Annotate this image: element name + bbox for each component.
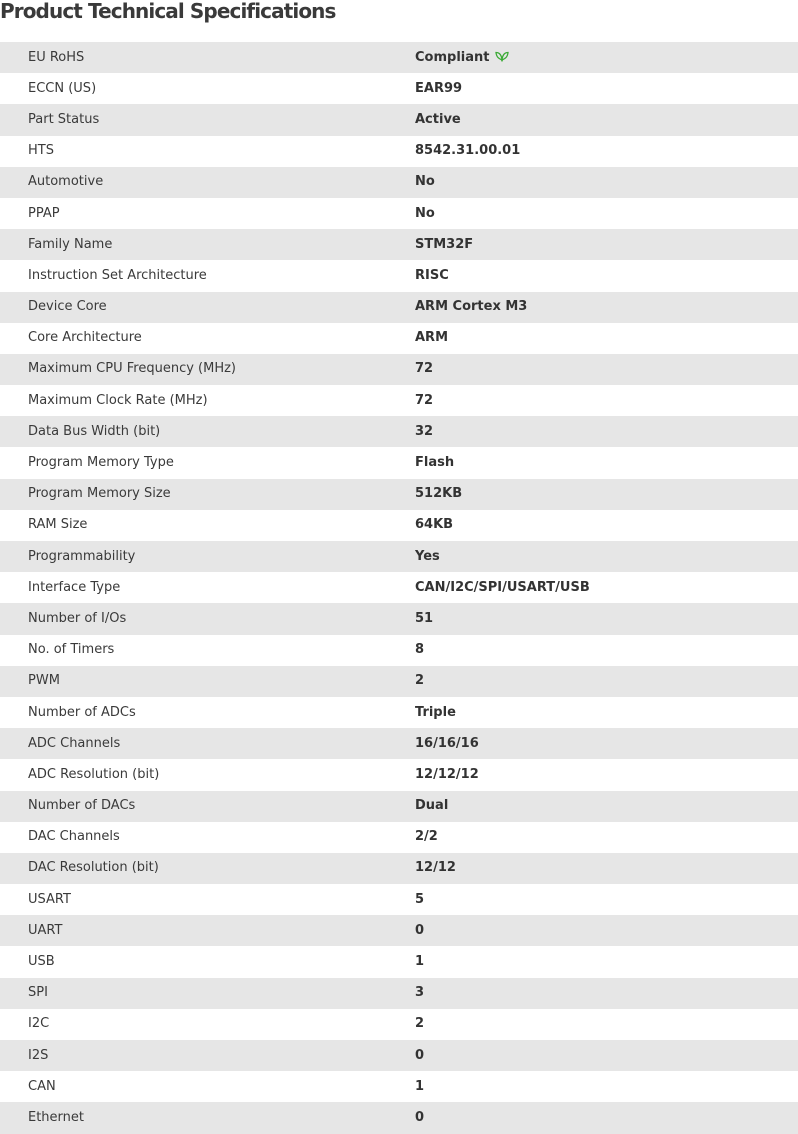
- spec-label: I2C: [28, 1016, 50, 1032]
- table-row: [0, 603, 798, 634]
- table-row: [0, 416, 798, 447]
- spec-value-cell: [415, 666, 798, 697]
- spec-value: Flash: [415, 455, 455, 471]
- spec-value-cell: [415, 728, 798, 759]
- table-row: [0, 198, 798, 229]
- spec-value-cell: [415, 292, 798, 323]
- table-row: [0, 759, 798, 790]
- table-row: [0, 1071, 798, 1102]
- spec-value-cell: [415, 635, 798, 666]
- spec-value: 2: [415, 673, 425, 689]
- spec-value: 72: [415, 361, 434, 377]
- spec-value: Yes: [415, 548, 440, 564]
- spec-value-cell: [415, 73, 798, 104]
- spec-value-cell: [415, 791, 798, 822]
- spec-value-cell: [415, 385, 798, 416]
- spec-label: Maximum Clock Rate (MHz): [28, 392, 208, 408]
- spec-value-cell: [415, 603, 798, 634]
- spec-label: Program Memory Size: [28, 486, 171, 502]
- spec-value: 32: [415, 423, 434, 439]
- spec-label: DAC Channels: [28, 829, 120, 845]
- spec-table: [0, 42, 798, 1134]
- spec-value: 2/2: [415, 829, 438, 845]
- table-row: [0, 354, 798, 385]
- spec-value-cell: [415, 915, 798, 946]
- spec-value-cell: [415, 416, 798, 447]
- table-row: [0, 697, 798, 728]
- spec-value-cell: [415, 572, 798, 603]
- table-row: [0, 447, 798, 478]
- table-row: [0, 978, 798, 1009]
- spec-label: HTS: [28, 143, 54, 159]
- spec-value-cell: [415, 447, 798, 478]
- spec-label: ECCN (US): [28, 80, 97, 96]
- page-title: Product Technical Specifications: [0, 0, 336, 23]
- spec-value: No: [415, 174, 435, 190]
- spec-value-cell: [415, 822, 798, 853]
- spec-label: USART: [28, 891, 71, 907]
- spec-value-cell: [415, 42, 798, 73]
- spec-value-cell: [415, 260, 798, 291]
- spec-label: SPI: [28, 985, 48, 1001]
- spec-label: USB: [28, 954, 55, 970]
- spec-label: No. of Timers: [28, 642, 115, 658]
- table-row: [0, 42, 798, 73]
- spec-value: CAN/I2C/SPI/USART/USB: [415, 579, 590, 595]
- spec-value-cell: [415, 884, 798, 915]
- spec-label: Number of I/Os: [28, 610, 127, 626]
- spec-label: PWM: [28, 673, 60, 689]
- spec-label: Number of ADCs: [28, 704, 136, 720]
- spec-label: PPAP: [28, 205, 60, 221]
- spec-value-cell: [415, 541, 798, 572]
- spec-value: Triple: [415, 704, 456, 720]
- spec-label: Core Architecture: [28, 330, 142, 346]
- spec-label: DAC Resolution (bit): [28, 860, 159, 876]
- spec-value-cell: [415, 479, 798, 510]
- table-row: [0, 1102, 798, 1133]
- spec-label: Instruction Set Architecture: [28, 267, 207, 283]
- spec-value: No: [415, 205, 435, 221]
- spec-value: 8: [415, 642, 425, 658]
- spec-label: Ethernet: [28, 1109, 84, 1125]
- spec-table-body: [0, 42, 798, 1134]
- table-row: [0, 853, 798, 884]
- spec-value: 8542.31.00.01: [415, 143, 521, 159]
- table-row: [0, 104, 798, 135]
- table-row: [0, 136, 798, 167]
- spec-value-cell: [415, 946, 798, 977]
- table-row: [0, 385, 798, 416]
- spec-value: 0: [415, 1047, 425, 1063]
- spec-label: Programmability: [28, 548, 136, 564]
- spec-value-cell: [415, 323, 798, 354]
- spec-value-cell: [415, 1102, 798, 1133]
- table-row: [0, 229, 798, 260]
- spec-value-cell: [415, 104, 798, 135]
- spec-value: 512KB: [415, 486, 463, 502]
- spec-value: 51: [415, 610, 434, 626]
- spec-value: 3: [415, 985, 425, 1001]
- spec-label: Program Memory Type: [28, 455, 174, 471]
- spec-value-cell: [415, 978, 798, 1009]
- table-row: [0, 323, 798, 354]
- spec-label: ADC Resolution (bit): [28, 766, 160, 782]
- spec-label: Maximum CPU Frequency (MHz): [28, 361, 236, 377]
- spec-value-cell: [415, 136, 798, 167]
- spec-value: 1: [415, 1078, 425, 1094]
- spec-value-cell: [415, 853, 798, 884]
- table-row: [0, 510, 798, 541]
- spec-label: RAM Size: [28, 517, 88, 533]
- table-row: [0, 791, 798, 822]
- leaf-icon: [495, 50, 509, 62]
- spec-value-cell: [415, 1009, 798, 1040]
- spec-value-cell: [415, 198, 798, 229]
- spec-label: Data Bus Width (bit): [28, 423, 161, 439]
- spec-label: Number of DACs: [28, 798, 136, 814]
- spec-value: 0: [415, 922, 425, 938]
- spec-value: 2: [415, 1016, 425, 1032]
- spec-label: ADC Channels: [28, 735, 121, 751]
- spec-label: Device Core: [28, 299, 107, 315]
- spec-value: STM32F: [415, 236, 474, 252]
- spec-label: EU RoHS: [28, 49, 85, 65]
- spec-label: I2S: [28, 1047, 49, 1063]
- spec-value: Dual: [415, 798, 449, 814]
- table-row: [0, 572, 798, 603]
- spec-value-cell: [415, 510, 798, 541]
- spec-value: 12/12/12: [415, 766, 479, 782]
- table-row: [0, 915, 798, 946]
- spec-value: ARM: [415, 330, 449, 346]
- table-row: [0, 1009, 798, 1040]
- spec-value-cell: [415, 759, 798, 790]
- table-row: [0, 728, 798, 759]
- spec-value: 12/12: [415, 860, 456, 876]
- table-row: [0, 1040, 798, 1071]
- spec-label: Automotive: [28, 174, 104, 190]
- table-row: [0, 479, 798, 510]
- spec-value-cell: [415, 1071, 798, 1102]
- spec-value: 16/16/16: [415, 735, 479, 751]
- spec-value-cell: [415, 167, 798, 198]
- table-row: [0, 541, 798, 572]
- spec-label: Interface Type: [28, 579, 121, 595]
- table-row: [0, 635, 798, 666]
- table-row: [0, 73, 798, 104]
- table-row: [0, 822, 798, 853]
- spec-value: EAR99: [415, 80, 463, 96]
- spec-label: Family Name: [28, 236, 113, 252]
- spec-value-cell: [415, 1040, 798, 1071]
- table-row: [0, 167, 798, 198]
- spec-label: CAN: [28, 1078, 56, 1094]
- spec-value: Compliant: [415, 49, 490, 65]
- spec-value-cell: [415, 354, 798, 385]
- spec-value: 72: [415, 392, 434, 408]
- spec-value: 5: [415, 891, 425, 907]
- table-row: [0, 884, 798, 915]
- spec-label: UART: [28, 922, 63, 938]
- spec-label: Part Status: [28, 111, 100, 127]
- table-row: [0, 946, 798, 977]
- table-row: [0, 292, 798, 323]
- table-row: [0, 260, 798, 291]
- spec-value: 0: [415, 1109, 425, 1125]
- spec-value-cell: [415, 229, 798, 260]
- spec-value: Active: [415, 111, 461, 127]
- spec-value-cell: [415, 697, 798, 728]
- spec-value: 1: [415, 954, 425, 970]
- table-row: [0, 666, 798, 697]
- spec-value: ARM Cortex M3: [415, 299, 528, 315]
- spec-value: RISC: [415, 267, 449, 283]
- spec-value: 64KB: [415, 517, 454, 533]
